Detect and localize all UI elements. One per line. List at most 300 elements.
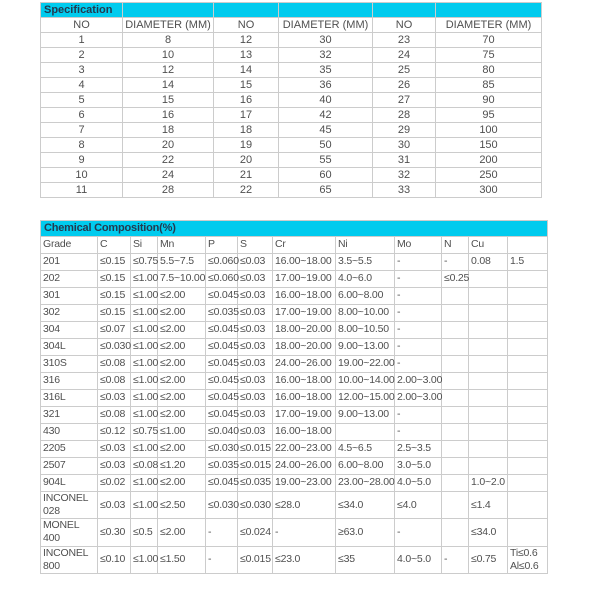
table-cell: 304 [41, 322, 98, 339]
table-cell: ≤0.03 [238, 339, 273, 356]
table-cell: ≤2.00 [158, 407, 206, 424]
table-cell: 27 [373, 93, 436, 108]
table-cell: 19 [214, 138, 279, 153]
table-cell: ≤34.0 [336, 492, 395, 519]
table-cell: - [395, 288, 442, 305]
table-cell: 22 [214, 183, 279, 198]
table-row [41, 322, 548, 339]
table-cell: 8.00~10.00 [336, 305, 395, 322]
table-cell: 33 [373, 183, 436, 198]
table-row [41, 33, 542, 48]
table-cell: 13 [214, 48, 279, 63]
table-row [41, 93, 542, 108]
table-cell: ≤0.03 [238, 254, 273, 271]
table-cell: ≤0.040 [206, 424, 238, 441]
table-cell: 31 [373, 153, 436, 168]
table-cell: Ti≤0.6 Al≤0.6 [508, 546, 548, 573]
table-cell: 40 [279, 93, 373, 108]
table-cell: 23.00~28.00 [336, 475, 395, 492]
spec-title-spacer-cell [214, 3, 279, 18]
table-cell: ≤0.08 [98, 373, 131, 390]
table-cell: 14 [214, 63, 279, 78]
table-cell: ≤1.00 [131, 322, 158, 339]
table-cell: ≤0.045 [206, 322, 238, 339]
table-cell: ≤1.00 [131, 305, 158, 322]
table-cell [508, 424, 548, 441]
table-cell: ≤0.03 [238, 271, 273, 288]
table-cell: ≤2.00 [158, 356, 206, 373]
table-row [41, 63, 542, 78]
table-cell: ≤0.08 [131, 458, 158, 475]
table-cell: ≤2.00 [158, 475, 206, 492]
table-cell: 2.00~3.00 [395, 390, 442, 407]
table-cell: 6.00~8.00 [336, 288, 395, 305]
column-header: NO [373, 18, 436, 33]
table-cell: 15 [214, 78, 279, 93]
table-cell: ≤2.00 [158, 390, 206, 407]
table-row [41, 373, 548, 390]
table-cell: 23 [373, 33, 436, 48]
column-header: N [442, 237, 469, 254]
table-cell: 4.0~5.0 [395, 475, 442, 492]
column-header: NO [41, 18, 123, 33]
table-cell [442, 441, 469, 458]
table-cell [469, 441, 508, 458]
table-cell [442, 424, 469, 441]
table-row [41, 356, 548, 373]
table-cell: ≤1.00 [131, 441, 158, 458]
table-cell: ≤0.045 [206, 288, 238, 305]
table-cell: ≤2.00 [158, 288, 206, 305]
table-cell [442, 390, 469, 407]
table-cell: 5 [41, 93, 123, 108]
table-cell: INCONEL 800 [41, 546, 98, 573]
table-cell: 1 [41, 33, 123, 48]
specification-table [40, 2, 542, 198]
table-row [41, 305, 548, 322]
table-cell: ≤0.03 [238, 390, 273, 407]
table-cell: 24.00~26.00 [273, 356, 336, 373]
table-cell: ≤1.00 [131, 271, 158, 288]
column-header: DIAMETER (MM) [436, 18, 542, 33]
table-cell: - [395, 271, 442, 288]
table-cell: 19.00~23.00 [273, 475, 336, 492]
chem-table-title: Chemical Composition(%) [41, 221, 548, 237]
table-cell: 35 [279, 63, 373, 78]
table-cell: ≤1.00 [131, 339, 158, 356]
table-cell: ≤0.060 [206, 271, 238, 288]
table-cell: 16.00~18.00 [273, 373, 336, 390]
table-cell: ≥63.0 [336, 519, 395, 546]
table-cell: 316 [41, 373, 98, 390]
table-cell: 19.00~22.00 [336, 356, 395, 373]
table-cell: 32 [279, 48, 373, 63]
table-cell: 9.00~13.00 [336, 407, 395, 424]
table-cell: ≤0.75 [469, 546, 508, 573]
table-cell: 25 [373, 63, 436, 78]
table-cell: 300 [436, 183, 542, 198]
table-cell: ≤0.045 [206, 356, 238, 373]
table-cell: 3 [41, 63, 123, 78]
table-cell: 45 [279, 123, 373, 138]
table-cell [508, 492, 548, 519]
table-cell: 12 [214, 33, 279, 48]
table-cell: - [395, 254, 442, 271]
table-cell: INCONEL 028 [41, 492, 98, 519]
table-cell [508, 305, 548, 322]
table-row [41, 183, 542, 198]
table-cell: - [395, 407, 442, 424]
spec-title-spacer-cell [279, 3, 373, 18]
table-cell: 4.5~6.5 [336, 441, 395, 458]
table-cell: 301 [41, 288, 98, 305]
table-row [41, 123, 542, 138]
table-cell: 29 [373, 123, 436, 138]
table-row [41, 153, 542, 168]
table-cell: - [206, 519, 238, 546]
table-cell: - [395, 356, 442, 373]
table-cell: 16.00~18.00 [273, 390, 336, 407]
column-header: C [98, 237, 131, 254]
table-cell: - [395, 424, 442, 441]
table-cell: 4 [41, 78, 123, 93]
table-cell: ≤0.035 [206, 305, 238, 322]
table-cell: ≤0.25 [442, 271, 469, 288]
table-cell: 18 [214, 123, 279, 138]
table-cell: ≤1.00 [131, 546, 158, 573]
table-cell: ≤0.07 [98, 322, 131, 339]
table-cell [442, 356, 469, 373]
table-cell: ≤1.20 [158, 458, 206, 475]
table-cell: 24.00~26.00 [273, 458, 336, 475]
table-cell: 22.00~23.00 [273, 441, 336, 458]
column-header: Mn [158, 237, 206, 254]
table-cell [508, 339, 548, 356]
table-cell [442, 458, 469, 475]
table-cell [336, 424, 395, 441]
table-row [41, 424, 548, 441]
table-cell [508, 458, 548, 475]
table-cell [508, 322, 548, 339]
table-cell: - [395, 305, 442, 322]
table-row [41, 441, 548, 458]
table-cell: ≤0.030 [98, 339, 131, 356]
table-cell: ≤0.015 [238, 458, 273, 475]
table-cell: ≤0.035 [206, 458, 238, 475]
table-cell [469, 424, 508, 441]
table-cell: ≤0.03 [238, 424, 273, 441]
table-row [41, 288, 548, 305]
column-header: Grade [41, 237, 98, 254]
table-cell: 17.00~19.00 [273, 305, 336, 322]
column-header: DIAMETER (MM) [123, 18, 214, 33]
table-cell: ≤35 [336, 546, 395, 573]
table-cell: ≤1.00 [131, 407, 158, 424]
table-cell [469, 407, 508, 424]
table-cell: ≤2.00 [158, 339, 206, 356]
column-header: S [238, 237, 273, 254]
table-cell: ≤0.03 [238, 322, 273, 339]
table-cell [508, 441, 548, 458]
table-cell: 11 [41, 183, 123, 198]
table-cell: 18.00~20.00 [273, 322, 336, 339]
table-cell: ≤0.03 [238, 288, 273, 305]
table-cell: ≤1.00 [131, 356, 158, 373]
table-row [41, 407, 548, 424]
table-cell: 8.00~10.50 [336, 322, 395, 339]
table-cell: 32 [373, 168, 436, 183]
table-cell: ≤2.00 [158, 322, 206, 339]
table-cell: 1.5 [508, 254, 548, 271]
table-cell: 24 [123, 168, 214, 183]
table-cell: ≤0.75 [131, 424, 158, 441]
table-cell: 16 [214, 93, 279, 108]
table-cell: ≤0.10 [98, 546, 131, 573]
table-cell [508, 475, 548, 492]
table-cell: ≤0.75 [131, 254, 158, 271]
table-cell: ≤23.0 [273, 546, 336, 573]
table-cell: ≤0.045 [206, 475, 238, 492]
table-cell: ≤0.045 [206, 373, 238, 390]
table-row [41, 138, 542, 153]
table-cell: 8 [123, 33, 214, 48]
table-cell: 16 [123, 108, 214, 123]
spec-title-spacer-cell [373, 3, 436, 18]
table-cell: ≤0.15 [98, 305, 131, 322]
table-cell: ≤1.00 [131, 475, 158, 492]
column-header: Cr [273, 237, 336, 254]
table-cell: 42 [279, 108, 373, 123]
table-cell: 90 [436, 93, 542, 108]
table-row [41, 492, 548, 519]
table-cell [469, 271, 508, 288]
table-cell: ≤1.00 [131, 373, 158, 390]
table-row [41, 458, 548, 475]
table-cell: ≤0.03 [238, 356, 273, 373]
table-cell: 18 [123, 123, 214, 138]
table-cell: 3.5~5.5 [336, 254, 395, 271]
table-cell: 20 [214, 153, 279, 168]
table-cell [469, 322, 508, 339]
table-cell: ≤1.00 [131, 390, 158, 407]
table-cell: ≤34.0 [469, 519, 508, 546]
table-cell: ≤0.5 [131, 519, 158, 546]
table-cell: 9 [41, 153, 123, 168]
table-cell: - [395, 322, 442, 339]
table-cell: ≤0.024 [238, 519, 273, 546]
table-cell [508, 271, 548, 288]
table-cell: ≤2.50 [158, 492, 206, 519]
table-cell: 12 [123, 63, 214, 78]
table-cell: 7 [41, 123, 123, 138]
table-cell: 302 [41, 305, 98, 322]
table-cell [442, 519, 469, 546]
column-header: DIAMETER (MM) [279, 18, 373, 33]
table-cell: ≤0.15 [98, 288, 131, 305]
table-cell [508, 390, 548, 407]
table-cell: 0.08 [469, 254, 508, 271]
table-cell: 18.00~20.00 [273, 339, 336, 356]
table-cell: 55 [279, 153, 373, 168]
table-cell: 201 [41, 254, 98, 271]
spec-header-row [41, 18, 542, 33]
table-cell: 17.00~19.00 [273, 271, 336, 288]
table-cell: 16.00~18.00 [273, 424, 336, 441]
table-cell [469, 356, 508, 373]
table-cell: ≤28.0 [273, 492, 336, 519]
table-cell: ≤0.15 [98, 254, 131, 271]
table-cell: ≤0.02 [98, 475, 131, 492]
table-cell: ≤0.045 [206, 339, 238, 356]
table-cell: ≤0.03 [98, 492, 131, 519]
table-cell: ≤0.035 [238, 475, 273, 492]
table-cell [442, 339, 469, 356]
table-cell: 50 [279, 138, 373, 153]
table-cell: 75 [436, 48, 542, 63]
spec-title-row [41, 3, 542, 18]
table-cell: 904L [41, 475, 98, 492]
table-cell: 17.00~19.00 [273, 407, 336, 424]
table-cell: ≤0.03 [238, 407, 273, 424]
table-row [41, 48, 542, 63]
table-cell: 250 [436, 168, 542, 183]
table-row [41, 168, 542, 183]
spec-title-spacer-cell [436, 3, 542, 18]
table-cell: 10 [41, 168, 123, 183]
table-cell: ≤2.00 [158, 519, 206, 546]
table-cell: ≤0.015 [238, 441, 273, 458]
column-header: P [206, 237, 238, 254]
table-cell: - [206, 546, 238, 573]
table-cell: 12.00~15.00 [336, 390, 395, 407]
table-cell: - [273, 519, 336, 546]
table-cell: 3.0~5.0 [395, 458, 442, 475]
chem-title-row [41, 221, 548, 237]
column-header: Ni [336, 237, 395, 254]
table-cell: ≤1.00 [158, 424, 206, 441]
table-row [41, 339, 548, 356]
table-cell: 80 [436, 63, 542, 78]
table-cell [469, 390, 508, 407]
table-cell: 24 [373, 48, 436, 63]
table-cell: ≤1.00 [131, 288, 158, 305]
table-cell [469, 373, 508, 390]
table-cell: 28 [373, 108, 436, 123]
table-cell: ≤0.030 [238, 492, 273, 519]
table-cell: 22 [123, 153, 214, 168]
table-cell: 26 [373, 78, 436, 93]
table-cell: 321 [41, 407, 98, 424]
table-cell: 95 [436, 108, 542, 123]
table-cell [469, 288, 508, 305]
table-cell: 304L [41, 339, 98, 356]
table-cell [442, 305, 469, 322]
column-header [508, 237, 548, 254]
table-cell: - [395, 519, 442, 546]
table-cell: 2 [41, 48, 123, 63]
table-cell: 2.00~3.00 [395, 373, 442, 390]
table-cell [442, 475, 469, 492]
table-cell: 1.0~2.0 [469, 475, 508, 492]
table-cell: 7.5~10.00 [158, 271, 206, 288]
table-cell: 14 [123, 78, 214, 93]
table-cell [508, 288, 548, 305]
table-cell: ≤0.030 [206, 492, 238, 519]
table-row [41, 475, 548, 492]
table-row [41, 390, 548, 407]
table-row [41, 519, 548, 546]
table-row [41, 271, 548, 288]
table-cell: 85 [436, 78, 542, 93]
table-cell: 65 [279, 183, 373, 198]
table-cell: 16.00~18.00 [273, 254, 336, 271]
table-cell: 202 [41, 271, 98, 288]
table-cell: 60 [279, 168, 373, 183]
column-header: Cu [469, 237, 508, 254]
table-cell [442, 288, 469, 305]
table-cell: ≤0.03 [238, 373, 273, 390]
table-cell [508, 519, 548, 546]
table-row [41, 78, 542, 93]
table-cell: 4.0~6.0 [336, 271, 395, 288]
table-cell: 16.00~18.00 [273, 288, 336, 305]
table-cell [469, 458, 508, 475]
column-header: Si [131, 237, 158, 254]
table-cell: ≤0.03 [98, 441, 131, 458]
table-cell: 4.0~5.0 [395, 546, 442, 573]
table-cell: ≤0.045 [206, 390, 238, 407]
table-cell [508, 373, 548, 390]
table-cell: ≤0.30 [98, 519, 131, 546]
table-cell [442, 492, 469, 519]
table-cell: ≤0.03 [98, 390, 131, 407]
table-cell: 6 [41, 108, 123, 123]
table-cell: ≤0.030 [206, 441, 238, 458]
table-cell: - [442, 546, 469, 573]
table-cell: 70 [436, 33, 542, 48]
table-cell: ≤2.00 [158, 305, 206, 322]
table-cell: 9.00~13.00 [336, 339, 395, 356]
table-cell: 28 [123, 183, 214, 198]
table-cell: 30 [279, 33, 373, 48]
table-cell: 2205 [41, 441, 98, 458]
table-cell: 36 [279, 78, 373, 93]
table-cell: 8 [41, 138, 123, 153]
table-cell [442, 373, 469, 390]
table-cell: 17 [214, 108, 279, 123]
table-cell [469, 339, 508, 356]
table-cell: ≤0.15 [98, 271, 131, 288]
table-cell: 100 [436, 123, 542, 138]
table-cell: 430 [41, 424, 98, 441]
chem-header-row [41, 237, 548, 254]
table-cell: ≤0.03 [98, 458, 131, 475]
chemical-composition-table [40, 220, 548, 574]
table-cell: ≤0.08 [98, 356, 131, 373]
table-cell: 5.5~7.5 [158, 254, 206, 271]
table-cell: ≤0.12 [98, 424, 131, 441]
table-cell: MONEL 400 [41, 519, 98, 546]
table-cell: 2.5~3.5 [395, 441, 442, 458]
table-cell: ≤4.0 [395, 492, 442, 519]
table-cell: 316L [41, 390, 98, 407]
table-cell: 20 [123, 138, 214, 153]
table-cell: ≤0.060 [206, 254, 238, 271]
table-cell: 2507 [41, 458, 98, 475]
table-cell: 10.00~14.00 [336, 373, 395, 390]
table-cell: ≤1.00 [131, 492, 158, 519]
table-cell: ≤0.045 [206, 407, 238, 424]
